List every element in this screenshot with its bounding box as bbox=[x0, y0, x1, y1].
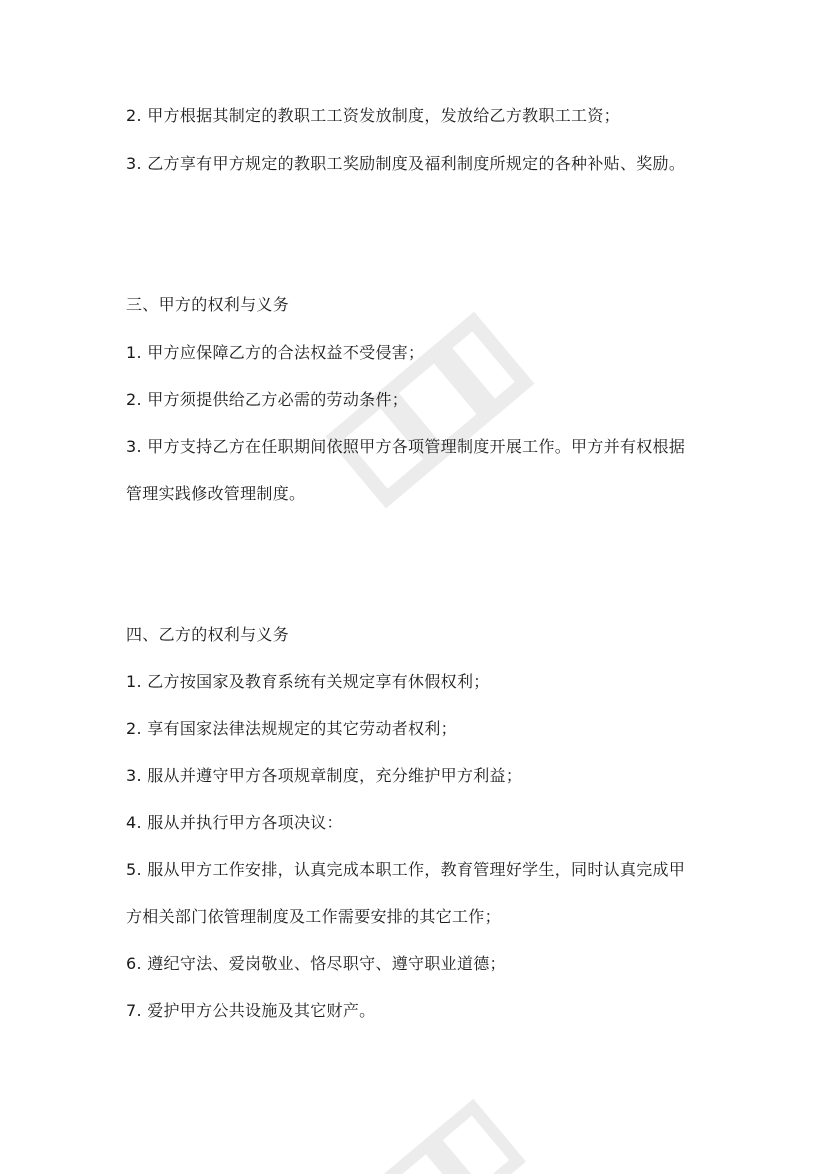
list-item: 2. 享有国家法律法规规定的其它劳动者权利； bbox=[126, 719, 457, 738]
list-item: 6. 遵纪守法、爱岗敬业、恪尽职守、遵守职业道德； bbox=[126, 954, 506, 973]
list-item: 2. 甲方根据其制定的教职工工资发放制度，发放给乙方教职工工资； bbox=[126, 106, 620, 125]
list-item: 7. 爱护甲方公共设施及其它财产。 bbox=[126, 1001, 376, 1020]
list-item: 5. 服从甲方工作安排，认真完成本职工作，教育管理好学生，同时认真完成甲 bbox=[126, 860, 686, 879]
section-heading: 四、乙方的权利与义务 bbox=[126, 625, 290, 644]
section-heading: 三、甲方的权利与义务 bbox=[126, 295, 290, 314]
watermark-stamp-bottom bbox=[360, 1090, 560, 1174]
list-item-continuation: 方相关部门依管理制度及工作需要安排的其它工作； bbox=[126, 907, 501, 926]
list-item: 1. 乙方按国家及教育系统有关规定享有休假权利； bbox=[126, 672, 490, 691]
list-item: 3. 乙方享有甲方规定的教职工奖励制度及福利制度所规定的各种补贴、奖励。 bbox=[126, 154, 686, 173]
list-item: 3. 甲方支持乙方在任职期间依照甲方各项管理制度开展工作。甲方并有权根据 bbox=[126, 437, 686, 456]
list-item: 4. 服从并执行甲方各项决议： bbox=[126, 813, 343, 832]
list-item: 1. 甲方应保障乙方的合法权益不受侵害； bbox=[126, 343, 425, 362]
list-item: 2. 甲方须提供给乙方必需的劳动条件； bbox=[126, 390, 409, 409]
list-item: 3. 服从并遵守甲方各项规章制度，充分维护甲方利益； bbox=[126, 766, 523, 785]
list-item-continuation: 管理实践修改管理制度。 bbox=[126, 484, 306, 503]
